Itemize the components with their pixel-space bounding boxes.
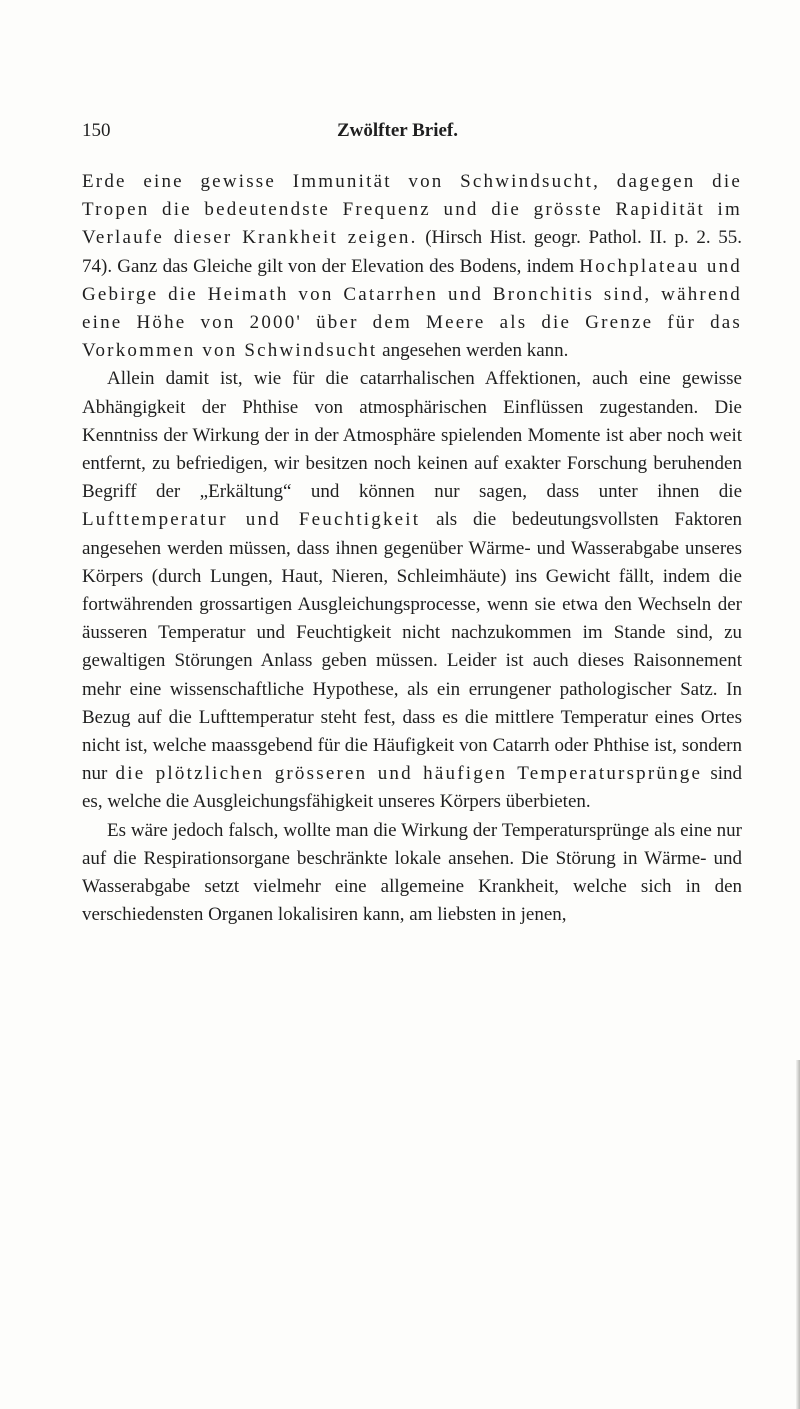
- text-run: (Hirsch Hist. geogr. Pathol. II. p. 2. 55. 74). Ganz das Gleiche gilt von der Elevation des Bodens, indem: [82, 227, 742, 277]
- running-title: Zwölfter Brief.: [337, 120, 458, 141]
- text-run: angesehen werden kann.: [377, 340, 569, 362]
- running-head: [82, 120, 742, 150]
- body-text: [82, 168, 742, 929]
- text-spaced: Hochplateau und Gebirge die Heimath von Catarrhen und Bronchitis sind, während eine Höhe von 2000' über dem Meere als die Grenze für das Vorkommen von Schwindsucht: [82, 255, 742, 362]
- paragraph-2: [82, 365, 742, 816]
- text-run: Es wäre jedoch falsch, wollte man die Wirkung der Temperatursprünge als eine nur auf die Respirationsorgane beschränkte lokale ansehen. Die Störung in Wärme- und Wasserabgabe setzt vielmehr eine allgemeine Krankheit, welche sich in den verschiedensten Organen lokalisiren kann, am liebsten in jenen,: [82, 819, 742, 926]
- paragraph-3: [82, 817, 742, 930]
- text-spaced: die plötzlichen grösseren und häufigen Temperatursprünge: [115, 763, 703, 785]
- text-run: sind es, welche die Ausgleichungsfähigkeit unseres Körpers überbieten.: [82, 763, 742, 813]
- text-spaced: Lufttemperatur und Feuchtigkeit: [82, 509, 421, 531]
- page-edge-shadow: [796, 1060, 800, 1409]
- paragraph-1: [82, 168, 742, 365]
- text-run: als die bedeutungsvollsten Faktoren angesehen werden müssen, dass ihnen gegenüber Wärme- und Wasserabgabe unseres Körpers (durch Lungen, Haut, Nieren, Schleimhäute) ins Gewicht fällt, indem die fortwährenden grossartigen Ausgleichungsprocesse, wenn sie etwa den Wechseln der äusseren Temperatur und Feuchtigkeit nicht nachzukommen im Stande sind, zu gewaltigen Störungen Anlass geben müssen. Leider ist auch dieses Raisonnement mehr eine wissenschaftliche Hypothese, als ein errungener pathologischer Satz. In Bezug auf die Lufttemperatur steht fest, dass es die mittlere Temperatur eines Ortes nicht ist, welche maassgebend für die Häufigkeit von Catarrh oder Phthise ist, sondern nur: [82, 509, 743, 785]
- text-spaced: Erde eine gewisse Immunität von Schwindsucht, dagegen die Tropen die bedeutendste Frequenz und die grösste Rapidität im Verlaufe dieser Krankheit zeigen.: [82, 171, 742, 249]
- page-number: 150: [82, 120, 111, 141]
- text-run: Allein damit ist, wie für die catarrhalischen Affektionen, auch eine gewisse Abhängigkeit der Phthise von atmosphärischen Einflüssen zugestanden. Die Kenntniss der Wirkung der in der Atmosphäre spielenden Momente ist aber noch weit entfernt, zu befriedigen, wir besitzen noch keinen auf exakter Forschung beruhenden Begriff der „Erkältung“ und können nur sagen, dass unter ihnen die: [82, 368, 742, 503]
